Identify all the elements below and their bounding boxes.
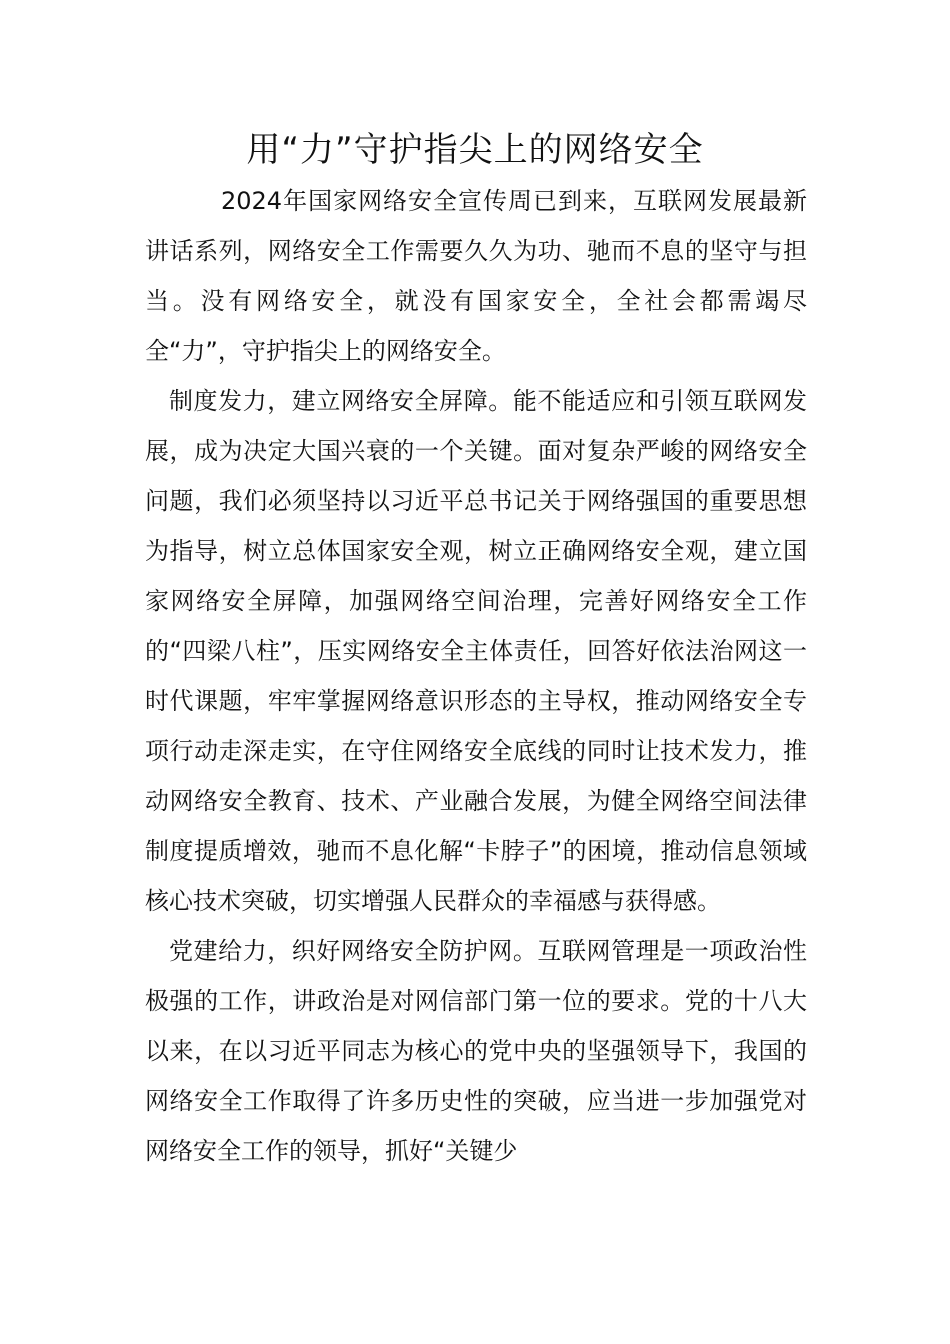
document-title: 用“力”守护指尖上的网络安全 — [246, 130, 704, 170]
paragraph-institution: 制度发力，建立网络安全屏障。能不能适应和引领互联网发展，成为决定大国兴衰的一个关键。面对复杂严峻的网络安全问题，我们必须坚持以习近平总书记关于网络强国的重要思想为指导，树立总体国家安全观，树立正确网络安全观，建立国家网络安全屏障，加强网络空间治理，完善好网络安全工作的“四梁八柱”，压实网络安全主体责任，回答好依法治网这一时代课题，牢牢掌握网络意识形态的主导权，推动网络安全专项行动走深走实，在守住网络安全底线的同时让技术发力，推动网络安全教育、技术、产业融合发展，为健全网络空间法律制度提质增效，驰而不息化解“卡脖子”的困境，推动信息领域核心技术突破，切实增强人民群众的幸福感与获得感。 — [145, 387, 807, 915]
paragraph-intro: 2024年国家网络安全宣传周已到来，互联网发展最新讲话系列，网络安全工作需要久久为功、驰而不息的坚守与担当。没有网络安全，就没有国家安全，全社会都需竭尽全“力”，守护指尖上的网络安全。 — [145, 187, 807, 365]
paragraph-party-building: 党建给力，织好网络安全防护网。互联网管理是一项政治性极强的工作，讲政治是对网信部门第一位的要求。党的十八大以来，在以习近平同志为核心的党中央的坚强领导下，我国的网络安全工作取得了许多历史性的突破，应当进一步加强党对网络安全工作的领导，抓好“关键少 — [145, 937, 807, 1165]
document-body — [145, 176, 807, 1176]
